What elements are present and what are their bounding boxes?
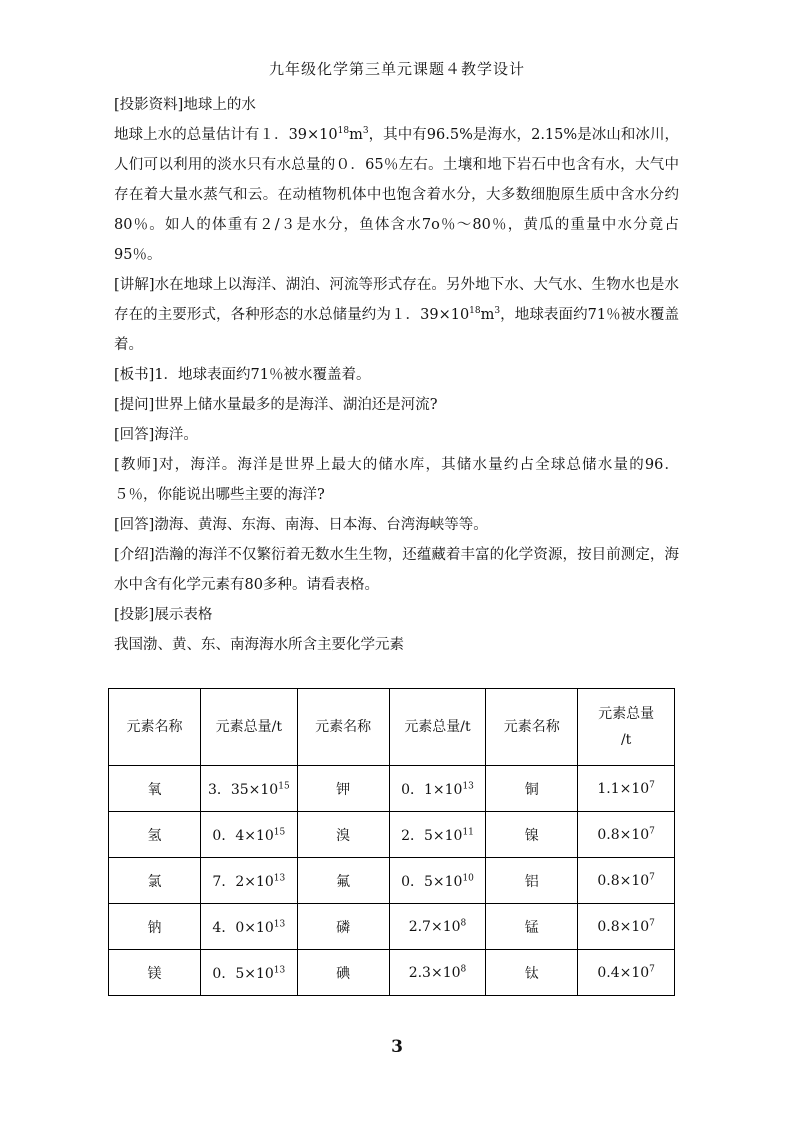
paragraph-p3 <box>114 270 679 360</box>
element-name-cell <box>297 858 389 904</box>
text-segment: ，地球表面约71％被水覆盖着。 <box>114 307 679 353</box>
element-name-cell <box>297 950 389 996</box>
elements-table-header <box>109 689 675 766</box>
cell-exponent: 8 <box>460 963 467 974</box>
cell-exponent: 10 <box>462 872 474 883</box>
table-row <box>109 904 675 950</box>
cell-value: 2.7×10 <box>408 918 461 935</box>
text-segment: m <box>349 127 363 143</box>
element-amount-cell <box>578 812 675 858</box>
superscript: 3 <box>362 126 369 137</box>
paragraph-p11 <box>114 630 679 660</box>
cell-value: 0.4×10 <box>597 964 650 981</box>
cell-value: 溴 <box>336 827 351 844</box>
element-name-cell <box>486 904 578 950</box>
cell-value: 铝 <box>524 873 539 890</box>
superscript: 18 <box>469 306 481 317</box>
text-segment: [投影资料]地球上的水 <box>114 97 256 113</box>
element-name-cell <box>297 766 389 812</box>
element-name-cell <box>109 950 201 996</box>
cell-value: 4．0×10 <box>212 919 274 936</box>
cell-exponent: 7 <box>649 871 655 882</box>
cell-value: 0.8×10 <box>597 872 650 889</box>
element-amount-cell <box>578 950 675 996</box>
text-segment: [板书]1．地球表面约71％被水覆盖着。 <box>114 367 371 383</box>
cell-value: 0．1×10 <box>401 781 463 798</box>
column-header-line: 元素总量 <box>598 706 655 722</box>
cell-value: 2.3×10 <box>408 964 461 981</box>
paragraph-p7 <box>114 450 679 510</box>
cell-value: 0．4×10 <box>212 827 274 844</box>
paragraph-p1 <box>114 90 679 120</box>
cell-value: 0.8×10 <box>597 826 650 843</box>
paragraph-p2 <box>114 120 679 270</box>
text-segment: [提问]世界上储水量最多的是海洋、湖泊还是河流? <box>114 397 438 413</box>
text-segment: m <box>480 307 495 323</box>
element-name-cell <box>109 858 201 904</box>
cell-value: 0.8×10 <box>597 918 650 935</box>
element-amount-cell <box>389 950 486 996</box>
paragraph-p4 <box>114 360 679 390</box>
element-name-cell <box>297 812 389 858</box>
document-body <box>114 90 679 660</box>
element-amount-cell <box>389 812 486 858</box>
element-amount-cell <box>389 858 486 904</box>
cell-value: 磷 <box>336 919 351 936</box>
superscript: 3 <box>494 306 501 317</box>
elements-table-body <box>109 766 675 996</box>
cell-exponent: 13 <box>462 780 474 791</box>
table-row <box>109 812 675 858</box>
column-header: 元素总量/t <box>389 689 486 766</box>
cell-exponent: 15 <box>273 826 286 837</box>
cell-exponent: 7 <box>649 963 655 974</box>
element-amount-cell <box>200 950 297 996</box>
table-row <box>109 950 675 996</box>
text-segment: [教师]对，海洋。海洋是世界上最大的储水库，其储水量约占全球总储水量的96．５％，你能说出哪些主要的海洋? <box>114 457 679 503</box>
cell-value: 0．5×10 <box>212 965 274 982</box>
text-segment: [回答]海洋。 <box>114 427 198 443</box>
paragraph-p6 <box>114 420 679 450</box>
element-amount-cell <box>578 904 675 950</box>
cell-value: 钛 <box>524 965 539 982</box>
paragraph-p8 <box>114 510 679 540</box>
cell-exponent: 15 <box>278 780 290 791</box>
cell-value: 2．5×10 <box>401 827 463 844</box>
cell-exponent: 13 <box>273 964 286 975</box>
element-name-cell <box>109 766 201 812</box>
table-row <box>109 766 675 812</box>
element-amount-cell <box>578 858 675 904</box>
cell-value: 0．5×10 <box>401 873 463 890</box>
element-name-cell <box>109 904 201 950</box>
cell-value: 氯 <box>147 873 162 890</box>
cell-value: 氟 <box>336 873 351 890</box>
column-header <box>578 689 675 766</box>
paragraph-p10 <box>114 600 679 630</box>
paragraph-p9 <box>114 540 679 600</box>
cell-value: 镍 <box>524 827 539 844</box>
element-amount-cell <box>389 904 486 950</box>
cell-exponent: 13 <box>273 918 286 929</box>
text-segment: 地球上水的总量估计有１．39×10 <box>114 127 338 143</box>
element-name-cell <box>486 858 578 904</box>
page-number: 3 <box>391 1037 403 1057</box>
text-segment: [介绍]浩瀚的海洋不仅繁衍着无数水生生物，还蕴藏着丰富的化学资源，按目前测定，海水中含有化学元素有80多种。请看表格。 <box>114 547 679 593</box>
superscript: 18 <box>337 126 350 137</box>
cell-value: 氢 <box>147 827 162 844</box>
elements-table-header-row <box>109 689 675 766</box>
cell-exponent: 7 <box>649 825 655 836</box>
element-name-cell <box>486 766 578 812</box>
element-name-cell <box>486 950 578 996</box>
element-amount-cell <box>389 766 486 812</box>
element-name-cell <box>109 812 201 858</box>
cell-value: 7．2×10 <box>212 873 274 890</box>
cell-value: 1.1×10 <box>597 780 650 797</box>
text-segment: [讲解]水在地球上以海洋、湖泊、河流等形式存在。另外地下水、大气水、生物水也是水存在的主要形式，各种形态的水总储量约为１．39×10 <box>114 277 679 323</box>
column-header: 元素名称 <box>486 689 578 766</box>
cell-exponent: 8 <box>460 917 467 928</box>
cell-value: 氧 <box>147 781 162 798</box>
text-segment: [回答]渤海、黄海、东海、南海、日本海、台湾海峡等等。 <box>114 517 488 533</box>
cell-value: 钠 <box>147 919 162 936</box>
cell-value: 3．35×10 <box>207 781 279 798</box>
elements-table <box>108 688 675 996</box>
document-header: 九年级化学第三单元课题４教学设计 <box>268 60 525 78</box>
element-amount-cell <box>200 766 297 812</box>
cell-exponent: 11 <box>462 826 474 837</box>
cell-value: 钾 <box>336 781 351 798</box>
cell-value: 铜 <box>524 781 539 798</box>
element-amount-cell <box>200 904 297 950</box>
cell-exponent: 7 <box>649 779 655 790</box>
cell-value: 碘 <box>336 965 351 982</box>
cell-value: 锰 <box>524 919 539 936</box>
cell-exponent: 13 <box>273 872 286 883</box>
element-amount-cell <box>200 812 297 858</box>
paragraph-p5 <box>114 390 679 420</box>
text-segment: [投影]展示表格 <box>114 607 213 623</box>
element-amount-cell <box>578 766 675 812</box>
element-amount-cell <box>200 858 297 904</box>
column-header: 元素名称 <box>109 689 201 766</box>
column-header-line: /t <box>620 732 632 748</box>
element-name-cell <box>486 812 578 858</box>
cell-exponent: 7 <box>649 917 655 928</box>
text-segment: ，其中有96.5%是海水，2.15%是冰山和冰川，人们可以利用的淡水只有水总量的０．65％左右。土壤和地下岩石中也含有水，大气中存在着大量水蒸气和云。在动植物机体中也饱含着水分，大多数细胞原生质中含水分约80％。如人的体重有２/３是水分，鱼体含水7o％～80％，黄瓜的重量中水分竟占95％。 <box>114 127 679 263</box>
column-header: 元素名称 <box>297 689 389 766</box>
element-name-cell <box>297 904 389 950</box>
text-segment: 我国渤、黄、东、南海海水所含主要化学元素 <box>114 637 404 653</box>
table-row <box>109 858 675 904</box>
column-header: 元素总量/t <box>200 689 297 766</box>
cell-value: 镁 <box>147 965 162 982</box>
